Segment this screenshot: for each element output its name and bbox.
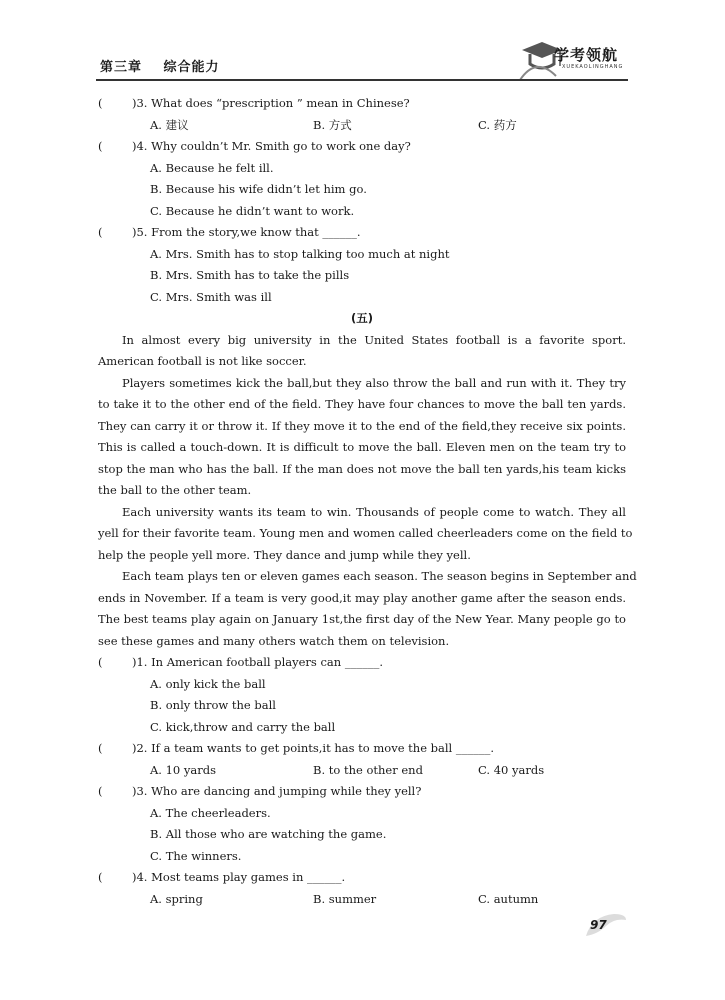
passage-line: They can carry it or throw it. If they move it to the end of the field,they receive six points. [98, 418, 626, 433]
passage-line: see these games and many others watch them on television. [98, 633, 450, 648]
answer-paren: ( [98, 741, 103, 755]
option-a: A. Mrs. Smith has to stop talking too much at night [150, 246, 450, 261]
option-b: B. Because his wife didn’t let him go. [150, 182, 367, 196]
option-c: C. 40 yards [478, 762, 545, 777]
option-c: C. Because he didn’t want to work. [150, 203, 355, 218]
section-heading: (五) [350, 311, 373, 325]
passage-line: yell for their favorite team. Young men and women called cheerleaders come on the field to [98, 526, 633, 540]
option-a: A. The cheerleaders. [150, 805, 271, 820]
options-row [98, 889, 626, 911]
page-number: 97 [590, 918, 607, 932]
passage-line: In almost every big university in the United States football is a favorite sport. [122, 332, 626, 347]
passage-line: ends in November. If a team is very good,it may play another game after the season ends. [98, 590, 626, 605]
question-group-2 [98, 652, 626, 910]
passage-line: American football is not like soccer. [98, 354, 307, 368]
option-c: C. Mrs. Smith was ill [150, 289, 272, 304]
question-item [98, 93, 626, 115]
question-text: )4. Most teams play games in ______. [132, 870, 346, 884]
brand-subtitle: XUEKAOLINGHANG [562, 64, 624, 70]
page-content [98, 93, 637, 910]
passage-line: help the people yell more. They dance and jump while they yell. [98, 547, 471, 562]
option-a: A. 10 yards [150, 762, 217, 777]
section-label: 综合能力 [163, 60, 220, 75]
option-c: C. 药方 [478, 117, 517, 132]
passage-line: stop the man who has the ball. If the man does not move the ball ten yards,his team kicks [98, 461, 626, 476]
answer-paren: ( [98, 655, 103, 669]
option-b: B. All those who are watching the game. [150, 827, 387, 841]
answer-paren: ( [98, 96, 103, 110]
passage-line: The best teams play again on January 1st,the first day of the New Year. Many people go to [98, 612, 626, 626]
option-a: A. 建议 [150, 117, 189, 132]
answer-paren: ( [98, 139, 103, 153]
question-item [98, 867, 626, 889]
question-item [98, 222, 626, 244]
passage-line: to take it to the other end of the field. They have four chances to move the ball ten yards. [98, 397, 626, 411]
question-group-1 [98, 93, 626, 308]
option-b: B. Mrs. Smith has to take the pills [150, 268, 350, 282]
answer-paren: ( [98, 225, 103, 239]
answer-paren: ( [98, 784, 103, 798]
brand-name: 学考领航 [554, 46, 619, 64]
option-a: A. Because he felt ill. [150, 160, 274, 175]
chapter-header [100, 56, 236, 75]
option-b: B. 方式 [313, 117, 352, 132]
answer-paren: ( [98, 870, 103, 884]
question-text: )4. Why couldn’t Mr. Smith go to work one day? [132, 139, 411, 153]
option-b: B. summer [313, 891, 377, 906]
option-a: A. only kick the ball [150, 676, 266, 691]
passage-line: Each university wants its team to win. Thousands of people come to watch. They all [122, 504, 626, 519]
question-text: )2. If a team wants to get points,it has to move the ball ______. [132, 741, 495, 755]
question-text: )3. What does “prescription ” mean in Chinese? [132, 96, 410, 110]
passage-line: Each team plays ten or eleven games each season. The season begins in September and [122, 569, 637, 583]
options-row [98, 115, 626, 137]
option-a: A. spring [150, 891, 203, 906]
passage-line: the ball to the other team. [98, 483, 252, 497]
option-c: C. autumn [478, 891, 539, 906]
option-b: B. to the other end [313, 762, 423, 777]
question-text: )1. In American football players can ______. [132, 655, 383, 669]
reading-passage [98, 330, 637, 653]
question-item [98, 738, 626, 760]
question-item [98, 652, 626, 674]
header-divider [96, 79, 628, 81]
option-c: C. The winners. [150, 848, 242, 863]
question-text: )3. Who are dancing and jumping while they yell? [132, 784, 422, 798]
question-text: )5. From the story,we know that ______. [132, 225, 361, 239]
passage-line: Players sometimes kick the ball,but they also throw the ball and run with it. They try [122, 375, 626, 390]
option-c: C. kick,throw and carry the ball [150, 719, 336, 734]
question-item [98, 136, 626, 158]
question-item [98, 781, 626, 803]
option-b: B. only throw the ball [150, 698, 276, 712]
chapter-label: 第三章 [100, 60, 143, 75]
options-row [98, 760, 626, 782]
passage-line: This is called a touch-down. It is difficult to move the ball. Eleven men on the team try to [98, 440, 626, 454]
